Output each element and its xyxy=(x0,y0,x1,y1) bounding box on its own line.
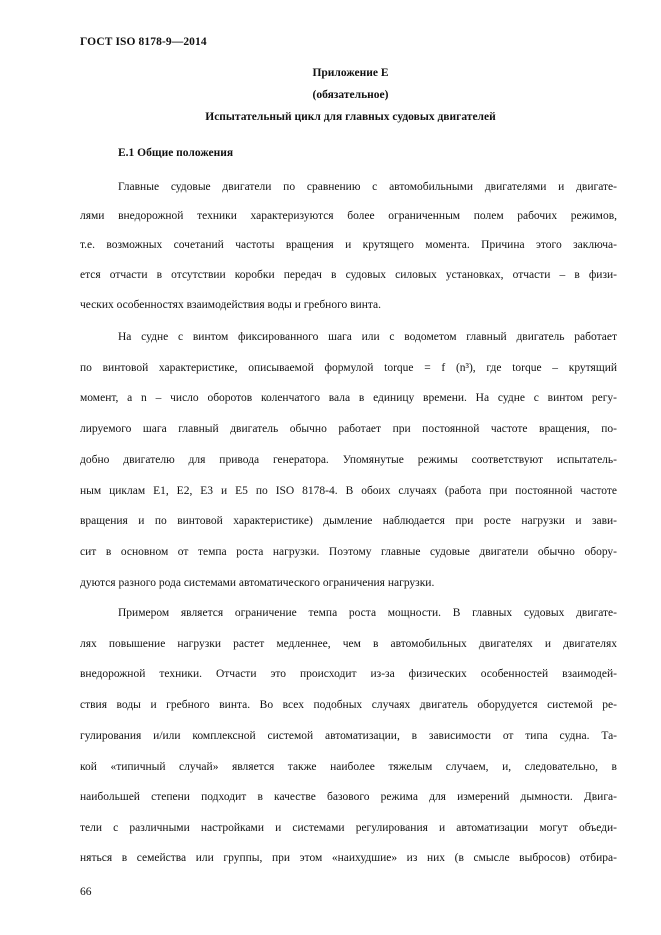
text-line: лями внедорожной техники характеризуются более ограниченным полем рабочих режимов, xyxy=(80,210,617,222)
text-line: наибольшей степени подходит в качестве базового режима для измерений дымности. Двига- xyxy=(80,791,617,803)
appendix-name: Испытательный цикл для главных судовых двигателей xyxy=(205,111,496,123)
text-line: На судне с винтом фиксированного шага или с водометом главный двигатель работает xyxy=(118,331,617,343)
text-line: сит в основном от темпа роста нагрузки. Поэтому главные судовые двигатели обычно обору- xyxy=(80,546,617,558)
text-line: ется отчасти в отсутствии коробки передач в судовых силовых установках, отчасти – в физи- xyxy=(80,269,617,281)
text-line: момент, а n – число оборотов коленчатого вала в единицу времени. На судне с винтом регу- xyxy=(80,392,617,404)
text-line: Главные судовые двигатели по сравнению с автомобильными двигателями и двигате- xyxy=(118,181,617,193)
text-line: лях повышение нагрузки растет медленнее, чем в автомобильных двигателях и двигателях xyxy=(80,638,617,650)
text-line: кой «типичный случай» является также наиболее тяжелым случаем, и, следовательно, в xyxy=(80,761,617,773)
text-line: гулирования и/или комплексной системой автоматизации, в зависимости от типа судна. Та- xyxy=(80,730,617,742)
text-line: ствия воды и гребного винта. Во всех подобных случаях двигатель оборудуется системой ре- xyxy=(80,699,617,711)
document-code: ГОСТ ISO 8178-9—2014 xyxy=(80,36,207,48)
text-line: Примером является ограничение темпа роста мощности. В главных судовых двигате- xyxy=(118,607,617,619)
text-line: ным циклам E1, E2, E3 и E5 по ISO 8178-4. В обоих случаях (работа при постоянной частоте xyxy=(80,485,617,497)
text-line: вращения и по винтовой характеристике) дымление наблюдается при росте нагрузки и зави- xyxy=(80,515,617,527)
text-line: внедорожной техники. Отчасти это происходит из-за физических особенностей взаимодей- xyxy=(80,668,617,680)
text-line: тели с различными настройками и системами регулирования и автоматизации могут объеди- xyxy=(80,822,617,834)
text-line: лируемого шага главный двигатель обычно работает при постоянной частоте вращения, по- xyxy=(80,423,617,435)
text-line: добно двигателю для привода генератора. Упомянутые режимы соответствуют испытатель- xyxy=(80,454,617,466)
text-line: ческих особенностях взаимодействия воды и гребного винта. xyxy=(80,299,382,311)
page-number: 66 xyxy=(80,886,92,898)
appendix-status: (обязательное) xyxy=(312,89,389,101)
text-line: т.е. возможных сочетаний частоты вращения и крутящего момента. Причина этого заключа- xyxy=(80,239,617,251)
text-line: няться в семейства или группы, при этом «наихудшие» из них (в смысле выбросов) отбира- xyxy=(80,852,617,864)
appendix-title: Приложение Е xyxy=(312,67,389,79)
text-line: по винтовой характеристике, описываемой формулой torque = f (n³), где torque – крутящий xyxy=(80,362,617,374)
text-line: дуются разного рода системами автоматического ограничения нагрузки. xyxy=(80,577,435,589)
section-heading: Е.1 Общие положения xyxy=(118,147,234,159)
